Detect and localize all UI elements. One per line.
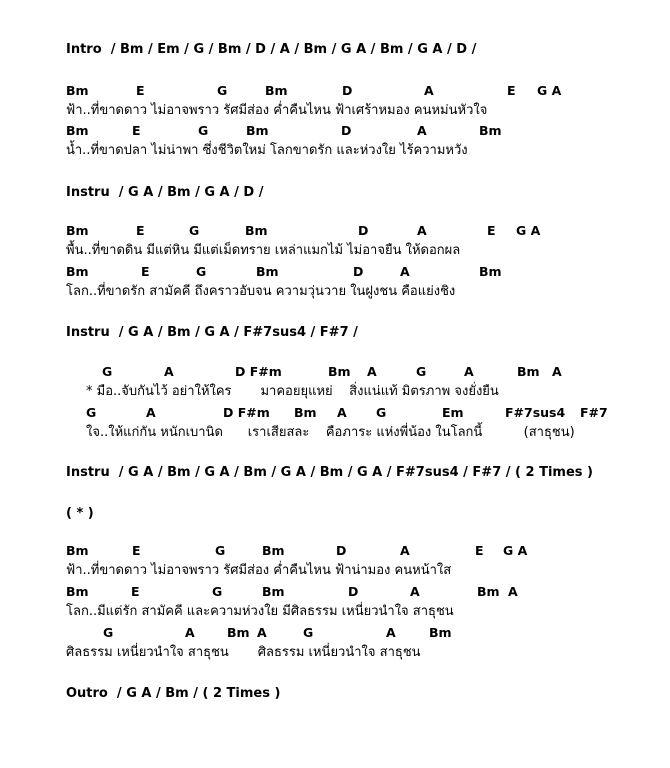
chord: D [341,123,352,138]
chord: D [348,584,359,599]
outro-line: Outro / G A / Bm / ( 2 Times ) [66,686,281,701]
chord: G [416,364,427,379]
chord: A [367,364,377,379]
chord-row [66,404,666,422]
chord: E [141,264,150,279]
lyric-line: โลก..มีแต่รัก สามัคคี และความห่วงใย มีศิลธรรม เหนี่ยวนำใจ สาธุชน [66,604,454,619]
chord: Bm [246,123,269,138]
chord-row [66,624,666,642]
chord: A [400,543,410,558]
chord: G A [537,83,562,98]
chord: A [552,364,562,379]
chord: F#7sus4 [505,405,566,420]
chord: Bm [66,123,89,138]
chord: G A [516,223,541,238]
chord: Bm [328,364,351,379]
chord-row [66,542,666,560]
lyric-line: ใจ..ให้แก่กัน หนักเบานิด เราเสียสละ คือภาระ แห่งพี่น้อง ในโลกนี้ (สาธุชน) [86,425,575,440]
chord: A [464,364,474,379]
chord-row [66,583,666,601]
chord: A [417,123,427,138]
instru-line: Instru / G A / Bm / G A / D / [66,185,264,200]
chord: A [185,625,195,640]
chord: Bm [429,625,452,640]
chord: Bm [66,223,89,238]
chord: D [358,223,369,238]
chord: A [400,264,410,279]
chord: G [376,405,387,420]
chord: A [164,364,174,379]
chord: D F#m [223,405,270,420]
chord: Bm [66,83,89,98]
chord: A [337,405,347,420]
chord: D [342,83,353,98]
lyric-line: ศิลธรรม เหนี่ยวนำใจ สาธุชน ศิลธรรม เหนี่ยวนำใจ สาธุชน [66,645,421,660]
chord: G [198,123,209,138]
chord: A [424,83,434,98]
chord-row [66,82,666,100]
chord: E [132,123,141,138]
chord: Bm [477,584,500,599]
chord: D F#m [235,364,282,379]
lyric-line: ฟ้า..ที่ขาดดาว ไม่อาจพราว รัศมีส่อง ค่ำคืนไหน ฟ้าน่ามอง คนหน้าใส [66,563,452,578]
chord: G [86,405,97,420]
repeat-chorus-marker: ( * ) [66,506,94,521]
chord: Bm [66,543,89,558]
chord: D [353,264,364,279]
chord: A [410,584,420,599]
lyric-line: โลก..ที่ขาดรัก สามัคคี ถึงคราวอับจน ความวุ่นวาย ในฝูงชน คือแย่งชิง [66,284,456,299]
chord: A [417,223,427,238]
chord: Bm [227,625,250,640]
chord: A [508,584,518,599]
chord: A [386,625,396,640]
chord: G A [503,543,528,558]
chord: E [131,584,140,599]
chord: Bm [66,264,89,279]
intro-line: Intro / Bm / Em / G / Bm / D / A / Bm / G A / Bm / G A / D / [66,42,477,57]
chord: Em [442,405,464,420]
chord: Bm [262,543,285,558]
chord: G [212,584,223,599]
chord: Bm [265,83,288,98]
chord: Bm [245,223,268,238]
chord: Bm [256,264,279,279]
chord: E [475,543,484,558]
chord: G [103,625,114,640]
chord: Bm [294,405,317,420]
lyric-line: น้ำ..ที่ขาดปลา ไม่น่าพา ซึ่งชีวิตใหม่ โลกขาดรัก และห่วงใย ไร้ความหวัง [66,143,468,158]
chord: E [487,223,496,238]
chord: Bm [479,264,502,279]
lyric-line: ฟ้า..ที่ขาดดาว ไม่อาจพราว รัศมีส่อง ค่ำคืนไหน ฟ้าเศร้าหมอง คนหม่นหัวใจ [66,103,488,118]
chord: E [507,83,516,98]
chord: A [146,405,156,420]
chord-row [66,263,666,281]
chord: G [102,364,113,379]
chord: D [336,543,347,558]
chord: Bm [262,584,285,599]
chord: G [196,264,207,279]
chord: F#7 [580,405,608,420]
chord-row [66,363,666,381]
chord: Bm [517,364,540,379]
lyric-line: * มือ..จับกันไว้ อย่าให้ใคร มาคอยยุแหย่ สิ่งแน่แท้ มิตรภาพ จงยั่งยืน [86,384,499,399]
chord: G [217,83,228,98]
chord: Bm [479,123,502,138]
instru-line: Instru / G A / Bm / G A / F#7sus4 / F#7 / [66,325,358,340]
chord: E [132,543,141,558]
lyric-line: พื้น..ที่ขาดดิน มีแต่หิน มีแต่เม็ดทราย เหล่าแมกไม้ ไม่อาจยืน ให้ดอกผล [66,243,461,258]
chord-row [66,222,666,240]
instru-line: Instru / G A / Bm / G A / Bm / G A / Bm / G A / F#7sus4 / F#7 / ( 2 Times ) [66,465,593,480]
chord: E [136,83,145,98]
chord: G [189,223,200,238]
chord: E [136,223,145,238]
chord: Bm [66,584,89,599]
chord: G [215,543,226,558]
chord-row [66,122,666,140]
chord: A [257,625,267,640]
chord: G [303,625,314,640]
